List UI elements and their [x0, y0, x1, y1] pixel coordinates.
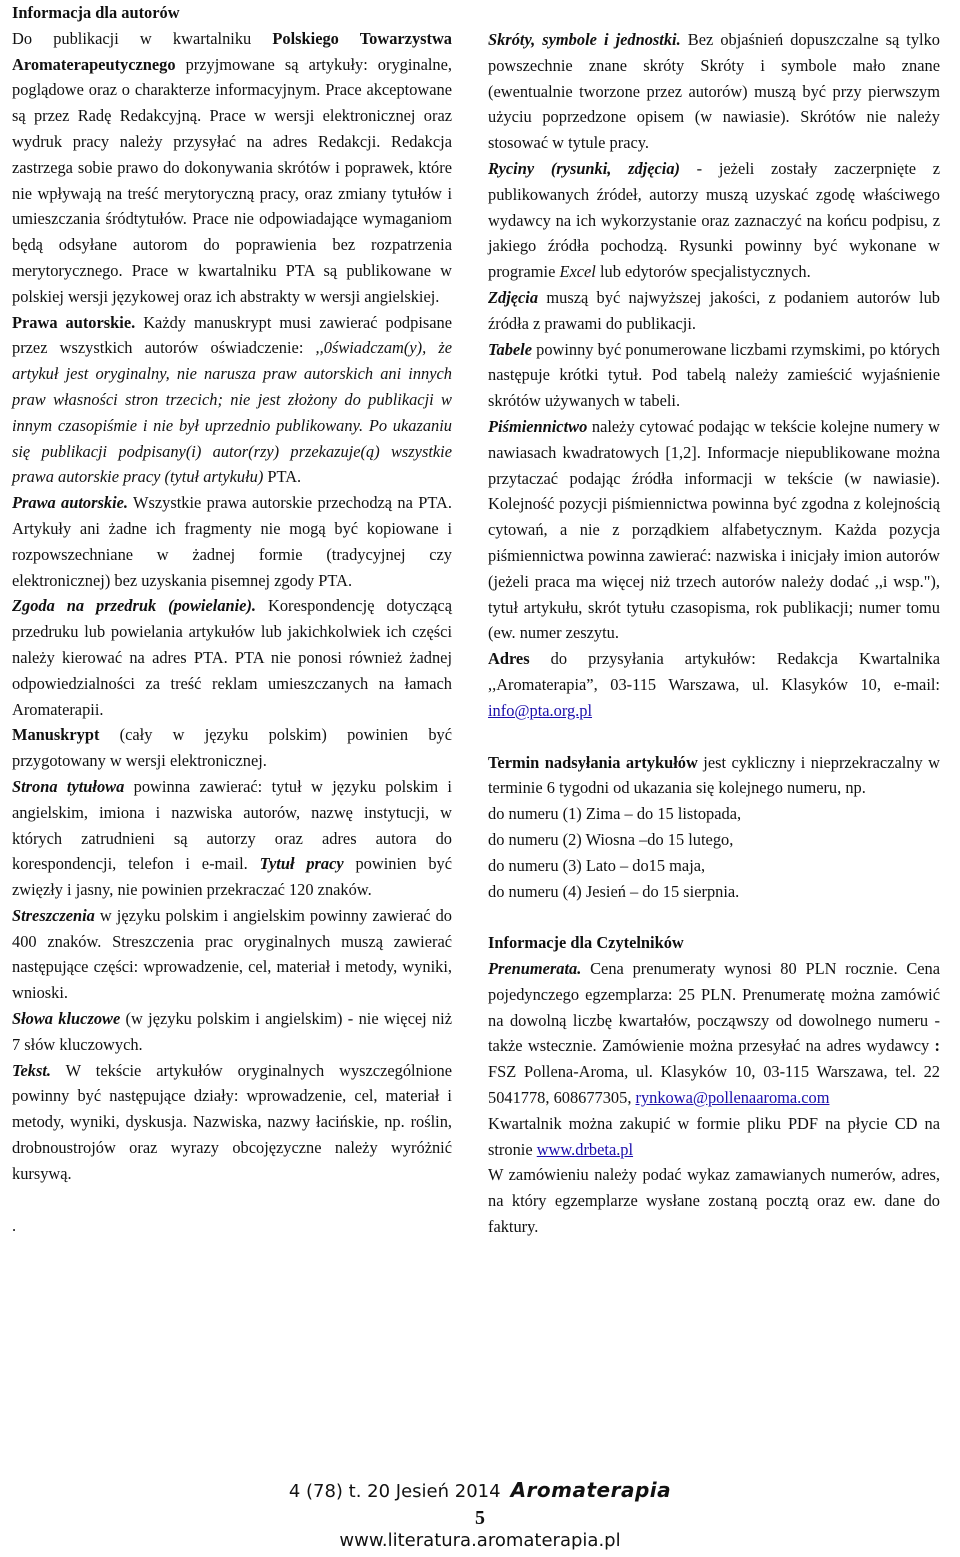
intro-paragraph: [12, 26, 452, 310]
deadline-label: Termin nadsyłania artykułów: [488, 752, 698, 772]
readers-info-heading: Informacje dla Czytelników: [488, 933, 684, 953]
tables-paragraph: [488, 337, 940, 414]
abstract-text: w języku polskim i angielskim powinny zawierać do 400 znaków. Streszczenia prac oryginalnych muszą zawierać następujące części: wprowadzenie, cel, materiał i metody, wyniki, wnioski.: [12, 905, 452, 1003]
order-paragraph: W zamówieniu należy podać wykaz zamawianych numerów, adres, na który egzemplarze wysłane zostaną pocztą oraz ew. dane do faktury.: [488, 1165, 940, 1237]
pdf-text: Kwartalnik można zakupić w formie pliku PDF na płycie CD na stronie: [488, 1113, 940, 1159]
reprint-label: Zgoda na przedruk (powielanie).: [12, 596, 257, 616]
keywords-paragraph: [12, 1006, 452, 1058]
photos-paragraph: [488, 285, 940, 337]
copyright-text: Każdy manuskrypt musi zawierać podpisane przez wszystkich autorów oświadczenie:: [12, 312, 453, 358]
title-text: powinien być zwięzły i jasny, nie powinien przekraczać 120 znaków.: [12, 854, 452, 900]
right-column: [488, 27, 940, 1240]
address-text: do przysyłania artykułów: Redakcja Kwartalnika ,,Aromaterapia”, 03-115 Warszawa, ul. Klasyków 10, e-mail:: [488, 649, 940, 694]
title-label: Tytuł pracy: [259, 854, 344, 874]
keywords-text: (w języku polskim i angielskim) - nie więcej niż 7 słów kluczowych.: [12, 1009, 453, 1054]
figures-paragraph: [488, 156, 940, 285]
drbeta-link[interactable]: www.drbeta.pl: [536, 1139, 634, 1159]
society-name: Polskiego Towarzystwa Aromaterapeutycznego: [12, 28, 453, 74]
subscription-text-end: FSZ Pollena-Aroma, ul. Klasyków 10, 03-115 Warszawa, tel. 22 5041778, 608677305,: [488, 1062, 940, 1108]
intro-text-rest: przyjmowane są artykuły: oryginalne, poglądowe oraz o charakterze informacyjnym. Prace akceptowane są przez Radę Redakcyjną. Prace w wersji elektronicznej oraz wydruk pracy należy przysyłać na adres Redakcji. Redakcja zastrzega sobie prawo do dokonywania skrótów i poprawek, które nie wpływają na treść merytoryczną pracy, oraz zmiany tytułów i umieszczania śródtytułów. Prace nie odpowiadające wymaganiom będą odsyłane autorom do poprawienia bez rozpatrzenia merytorycznego. Prace w kwartalniku PTA są publikowane w polskiej wersji językowej oraz ich abstrakty w wersji angielskiej.: [12, 54, 452, 306]
deadline-paragraph: [488, 750, 940, 802]
manuscript-label: Manuskrypt: [12, 725, 100, 745]
reprint-paragraph: [12, 593, 452, 722]
photos-text: muszą być najwyższej jakości, z podaniem autorów lub źródła z prawami do publikacji.: [488, 287, 940, 333]
deadline-text: jest cykliczny i nieprzekraczalny w terminie 6 tygodni od ukazania się kolejnego numeru, np.: [488, 752, 940, 798]
references-label: Piśmiennictwo: [488, 416, 588, 436]
text-paragraph: [12, 1058, 452, 1187]
address-paragraph: [488, 646, 940, 723]
website-footer: www.literatura.aromaterapia.pl: [339, 1530, 621, 1551]
publisher-email-link[interactable]: rynkowa@pollenaaroma.com: [635, 1088, 830, 1108]
spacer: [488, 904, 940, 930]
figures-label: Ryciny (rysunki, zdjęcia): [488, 158, 680, 178]
manuscript-text: (cały w języku polskim) powinien być przygotowany w wersji elektronicznej.: [12, 725, 452, 771]
tables-label: Tabele: [488, 339, 533, 359]
figures-text: - jeżeli zostały zaczerpnięte z publikowanych źródeł, autorzy muszą uzyskać zgodę właściwego wydawcy na ich wykorzystanie oraz zaznaczyć na końcu podpisu, z jakiego źródła pochodzą. Rysunki powinny być wykonane w programie: [488, 158, 940, 282]
spacer: [12, 1187, 452, 1213]
deadline-list: [488, 801, 940, 904]
deadline-item: do numeru (1) Zima – do 15 listopada,: [488, 804, 742, 824]
subscription-label: Prenumerata.: [488, 959, 582, 979]
subscription-text: Cena prenumeraty wynosi 80 PLN rocznie. Cena pojedynczego egzemplarza: 25 PLN. Prenumeratę można zamówić na dowolną liczbę kwartałów, począwszy od dowolnego numeru - także wstecznie. Zamówienie można przesyłać na adres wydawcy: [488, 959, 940, 1056]
deadline-item: do numeru (2) Wiosna –do 15 lutego,: [488, 829, 734, 849]
copyright-statement: ,,0świadczam(y), że artykuł jest oryginalny, nie narusza praw autorskich ani innych praw własności stron trzecich; nie jest złożony do publikacji w innym czasopiśmie i nie był uprzednio publikowany. Po ukazaniu się publikacji podpisany(i) autor(rzy) przekazuje(ą) wszystkie prawa autorskie pracy (tytuł artykułu): [12, 338, 452, 487]
aromaterapia-logo: Aromaterapia: [510, 1478, 672, 1502]
abbreviations-label: Skróty, symbole i jednostki.: [488, 30, 681, 49]
references-paragraph: [488, 414, 940, 646]
text-label: Tekst.: [12, 1060, 52, 1080]
manuscript-paragraph: [12, 722, 452, 774]
photos-label: Zdjęcia: [488, 287, 539, 307]
copyright-transfer-label: Prawa autorskie.: [12, 493, 128, 513]
issue-label: 4 (78) t. 20 Jesień 2014: [288, 1481, 501, 1502]
left-column: [12, 0, 452, 1238]
copyright-paragraph: [12, 310, 452, 491]
tables-text: powinny być ponumerowane liczbami rzymskimi, po których następuje krótki tytuł. Pod tabelą należy zamieścić wyjaśnienie skrótów używanych w tabeli.: [488, 339, 940, 411]
page-number: 5: [475, 1507, 485, 1529]
title-page-label: Strona tytułowa: [12, 776, 125, 796]
subscription-colon: :: [934, 1036, 940, 1056]
deadline-item: do numeru (3) Lato – do15 maja,: [488, 855, 706, 875]
subscription-paragraph: [488, 956, 940, 1111]
issue-footer: [0, 1478, 960, 1502]
copyright-label: Prawa autorskie.: [12, 312, 136, 332]
editorial-email-link[interactable]: info@pta.org.pl: [488, 700, 593, 720]
deadline-item: do numeru (4) Jesień – do 15 sierpnia.: [488, 881, 740, 901]
trailing-dot: .: [12, 1215, 17, 1235]
spacer: [488, 724, 940, 750]
copyright-statement-end: PTA.: [263, 467, 302, 487]
excel-word: Excel: [559, 262, 596, 282]
address-label: Adres: [488, 649, 530, 669]
keywords-label: Słowa kluczowe: [12, 1009, 121, 1029]
intro-text: Do publikacji w kwartalniku: [12, 28, 273, 48]
authors-info-heading: Informacja dla autorów: [12, 3, 180, 22]
copyright-transfer-text: Wszystkie prawa autorskie przechodzą na PTA. Artykuły ani żadne ich fragmenty nie mogą być kopiowane i rozpowszechniane w żadnej formie (tradycyjnej czy elektronicznej) bez uzyskania pisemnej zgody PTA.: [12, 493, 452, 590]
title-page-text: powinna zawierać: tytuł w języku polskim i angielskim, imiona i nazwiska autorów, nazwę instytucji, w których zatrudnieni są autorzy oraz adres autora do korespondencji, telefon i e-mail.: [12, 776, 452, 874]
reprint-text: Korespondencję dotyczącą przedruku lub powielania artykułów lub jakichkolwiek ich części należy kierować na adres PTA. PTA nie ponosi również żadnej odpowiedzialności za treść reklam umieszczanych na łamach Aromaterapii.: [12, 596, 452, 719]
figures-text-end: lub edytorów specjalistycznych.: [595, 262, 811, 282]
text-text: W tekście artykułów oryginalnych wyszczególnione powinny być następujące działy: wprowadzenie, cel, materiał i metody, wyniki, dyskusja. Nazwiska, nazwy łacińskie, np. roślin, drobnoustrojów oraz wyrazy obcojęzyczne należy wyróżnić kursywą.: [12, 1060, 452, 1183]
abbreviations-text: Bez objaśnień dopuszczalne są tylko powszechnie znane skróty Skróty i symbole mało znane (ewentualnie tworzone przez autorów) muszą być przy pierwszym użyciu poprzedzone opisem (w nawiasie). Skrótów nie należy stosować w tytule pracy.: [488, 30, 941, 153]
abbreviations-paragraph: [488, 27, 940, 156]
abstract-label: Streszczenia: [12, 905, 95, 925]
copyright-transfer-paragraph: [12, 490, 452, 593]
pdf-paragraph: [488, 1111, 940, 1163]
abstract-paragraph: [12, 903, 452, 1006]
title-page-paragraph: [12, 774, 452, 903]
references-text: należy cytować podając w tekście kolejne numery w nawiasach kwadratowych [1,2]. Informacje niepublikowane można przytaczać podając źródła informacji w tekście (w nawiasie). Kolejność pozycji piśmiennictwa powinna być zgodna z kolejnością cytowań, a nie z porządkiem alfabetycznym. Każda pozycja piśmiennictwa powinna zawierać: nazwiska i inicjały imion autorów (jeżeli praca ma więcej niż trzech autorów należy dodać ,,i wsp."), tytuł artykułu, skrót tytułu czasopisma, rok publikacji; numer tomu (ew. numer zeszytu.: [488, 416, 940, 643]
